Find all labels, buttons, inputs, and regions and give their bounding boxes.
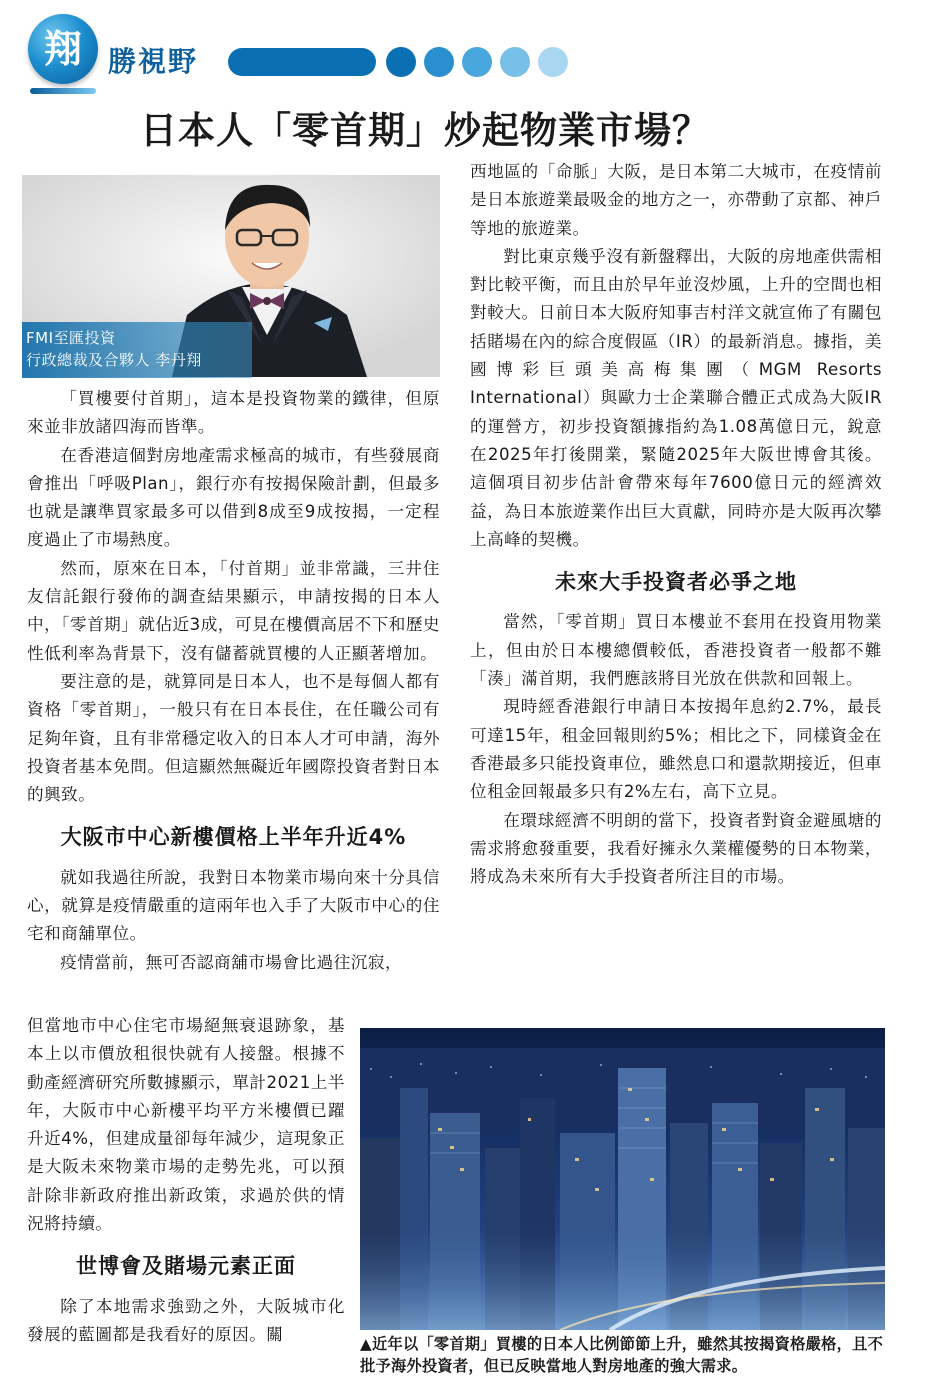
left-column-narrow <box>27 1012 345 1349</box>
osaka-cityscape-photo <box>360 1028 885 1330</box>
paragraph: 對比東京幾乎沒有新盤釋出，大阪的房地產供需相對比較平衡，而且由於早年並沒炒風，上升的空間也相對較大。日前日本大阪府知事吉村洋文就宣佈了有關包括賭場在內的綜合度假區（IR）的最新消息。據指，美國博彩巨頭美高梅集團（MGM Resorts International）與歐力士企業聯合體正式成為大阪IR的運營方，初步投資額據指約為1.08萬億日元，銳意在2025年打後開業，緊隨2025年大阪世博會其後。這個項目初步估計會帶來每年7600億日元的經濟效益，為日本旅遊業作出巨大貢獻，同時亦是大阪再次攀上高峰的契機。 <box>470 246 882 549</box>
right-column <box>470 158 882 891</box>
header-decoration-bar <box>228 48 376 76</box>
paragraph: 「買樓要付首期」，這本是投資物業的鐵律，但原來並非放諸四海而皆準。 <box>27 389 440 437</box>
photo-caption: ▲近年以「零首期」買樓的日本人比例節節上升，雖然其按揭資格嚴格，且不批予海外投資者，但已反映當地人對房地產的強大需求。 <box>360 1335 884 1375</box>
logo-character: 翔 <box>43 26 82 71</box>
column-header <box>28 14 628 94</box>
paragraph: 就如我過往所說，我對日本物業市場向來十分具信心，就算是疫情嚴重的這兩年也入手了大阪市中心的住宅和商舖單位。 <box>27 867 440 944</box>
paragraph: 但當地市中心住宅市場絕無衰退跡象，基本上以市價放租很快就有人接盤。根據不動產經濟研究所數據顯示，單計2021上半年，大阪市中心新樓平均平方米樓價已躍升近4%，但建成量卻每年減少，這現象正是大阪未來物業市場的走勢先兆，可以預計除非新政府推出新政策，求過於供的情況將持續。 <box>27 1016 345 1234</box>
subheading-future-investors: 未來大手投資者必爭之地 <box>555 570 797 595</box>
portrait-caption-company: FMI至匯投資 <box>26 329 116 347</box>
header-dot <box>424 47 454 77</box>
headline: 日本人「零首期」炒起物業市場？ <box>140 109 710 152</box>
column-name: 勝視野 <box>108 45 199 78</box>
cityscape-illustration <box>360 1028 885 1330</box>
paragraph: 現時經香港銀行申請日本按揭年息約2.7%，最長可達15年，租金回報則約5%；相比之下，同樣資金在香港最多只能投資車位，雖然息口和還款期接近，但車位租金回報最多只有2%左右，高下立見。 <box>470 697 882 802</box>
paragraph: 在香港這個對房地產需求極高的城市，有些發展商會推出「呼吸Plan」，銀行亦有按揭保險計劃，但最多也就是讓準買家最多可以借到8成至9成按揭，一定程度過止了市場熱度。 <box>27 445 440 550</box>
header-dot <box>462 47 492 77</box>
header-dot <box>386 47 416 77</box>
paragraph: 疫情當前，無可否認商舖市場會比過往沉寂， <box>60 952 403 972</box>
logo-underline <box>30 88 96 94</box>
header-dot <box>538 47 568 77</box>
paragraph: 除了本地需求強勁之外，大阪城市化發展的藍圖都是我看好的原因。關 <box>27 1296 345 1344</box>
paragraph: 要注意的是，就算同是日本人，也不是每個人都有資格「零首期」，一般只有在日本長住，在任職公司有足夠年資，且有非常穩定收入的日本人才可申請，海外投資者基本免問。但這顯然無礙近年國際投資者對日本的興致。 <box>27 671 440 805</box>
column-logo <box>28 14 98 84</box>
paragraph: 西地區的「命脈」大阪，是日本第二大城市，在疫情前是日本旅遊業最吸金的地方之一，亦帶動了京都、神戶等地的旅遊業。 <box>470 162 882 238</box>
paragraph: 在環球經濟不明朗的當下，投資者對資金避風塘的需求將愈發重要，我看好擁永久業權優勢的日本物業，將成為未來所有大手投資者所注目的市場。 <box>470 810 882 887</box>
paragraph: 當然，「零首期」買日本樓並不套用在投資用物業上，但由於日本樓總價較低，香港投資者一般都不難「湊」滿首期，我們應該將目光放在供款和回報上。 <box>470 612 882 689</box>
subheading-expo-casino: 世博會及賭場元素正面 <box>76 1254 296 1279</box>
header-dot <box>500 47 530 77</box>
left-column <box>27 385 440 977</box>
paragraph: 然而，原來在日本，「付首期」並非常識，三井住友信託銀行發佈的調查結果顯示，申請按揭的日本人中，「零首期」就佔近3成，可見在樓價高居不下和歷史性低利率為背景下，沒有儲蓄就買樓的人正顯著增加。 <box>27 558 441 663</box>
subheading-osaka-prices: 大阪市中心新樓價格上半年升近4% <box>60 825 407 850</box>
portrait-caption-title: 行政總裁及合夥人 李丹翔 <box>26 351 202 369</box>
